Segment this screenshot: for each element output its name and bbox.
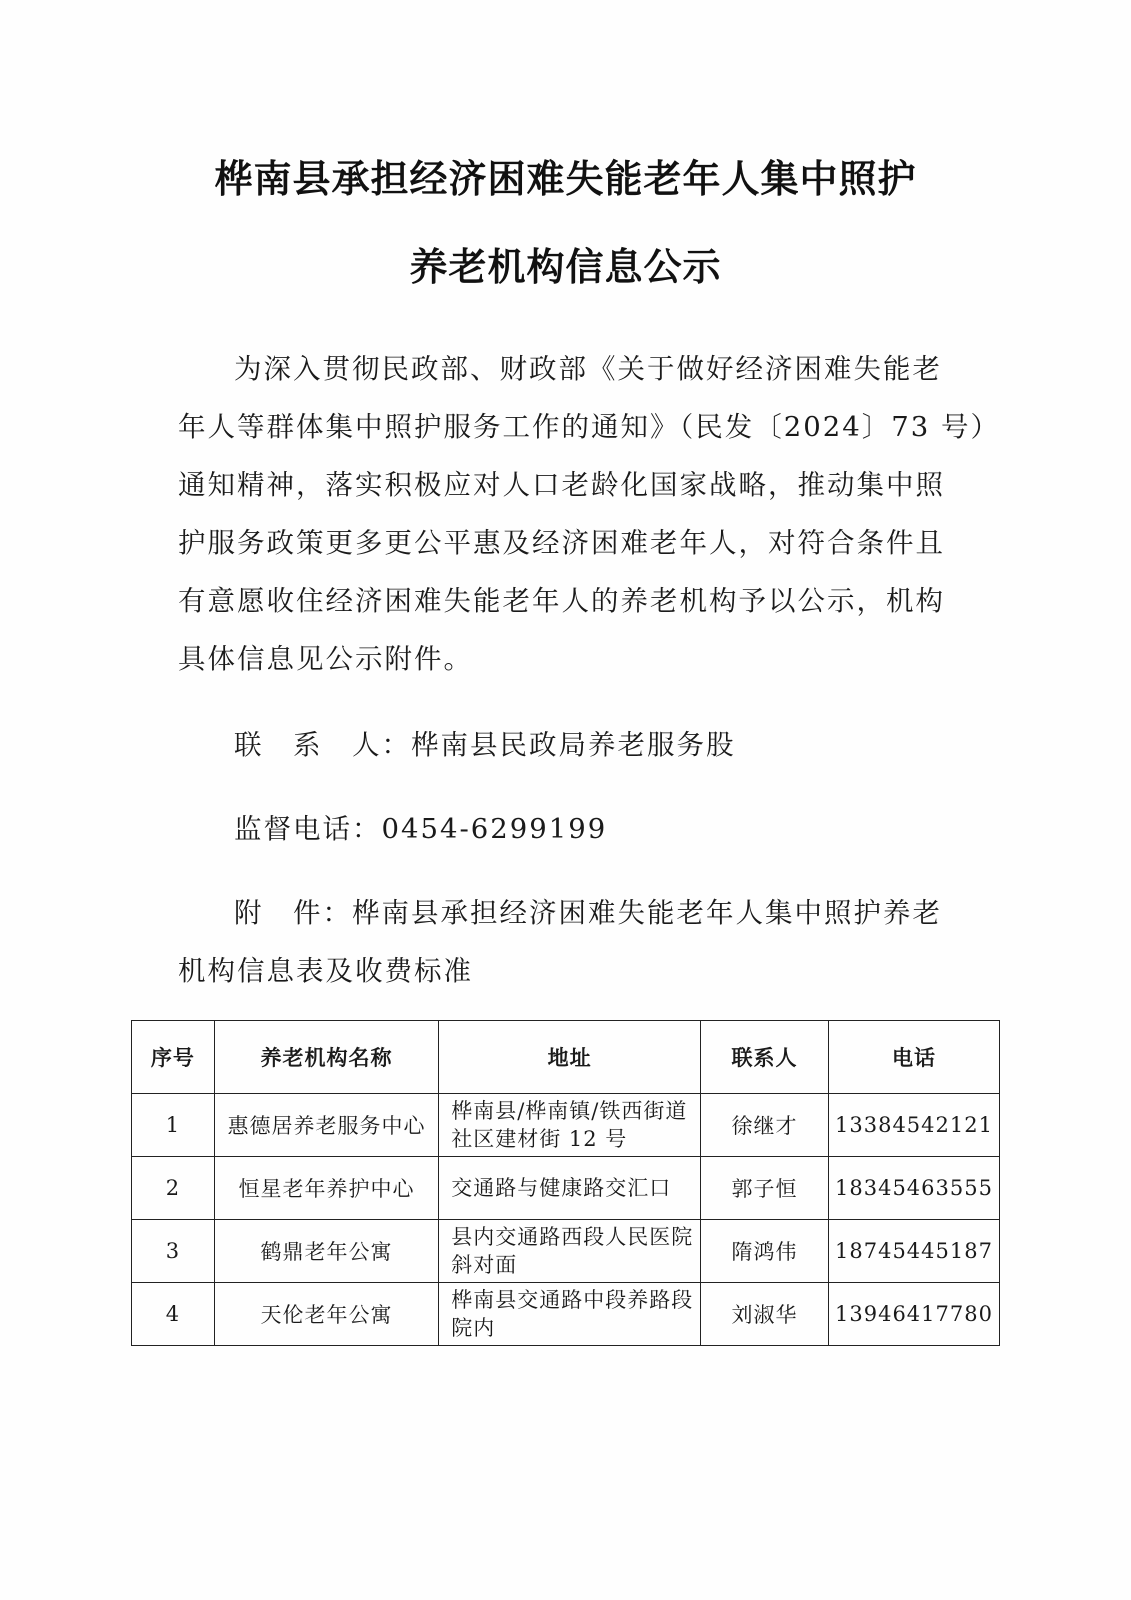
attachment-line: 机构信息表及收费标准 <box>178 955 473 987</box>
header-no: 序号 <box>132 1021 215 1094</box>
cell-address: 县内交通路西段人民医院斜对面 <box>439 1220 701 1283</box>
cell-no: 4 <box>132 1283 215 1346</box>
header-person: 联系人 <box>701 1021 829 1094</box>
cell-tel: 18345463555 <box>828 1157 999 1220</box>
cell-name: 惠德居养老服务中心 <box>214 1094 438 1157</box>
notice-body <box>178 340 1000 688</box>
document-title-line1: 桦南县承担经济困难失能老年人集中照护 <box>214 157 917 201</box>
body-line: 为深入贯彻民政部、财政部《关于做好经济困难失能老 <box>234 353 942 385</box>
cell-tel: 13946417780 <box>828 1283 999 1346</box>
cell-address: 桦南县/桦南镇/铁西街道社区建材街 12 号 <box>439 1094 701 1157</box>
attachment-note <box>178 884 968 1000</box>
cell-address: 桦南县交通路中段养路段院内 <box>439 1283 701 1346</box>
table-row <box>132 1220 1000 1283</box>
cell-name: 天伦老年公寓 <box>214 1283 438 1346</box>
contact-line <box>178 716 968 774</box>
contact-text: 联 系 人：桦南县民政局养老服务股 <box>234 729 736 761</box>
table-row <box>132 1157 1000 1220</box>
cell-tel: 18745445187 <box>828 1220 999 1283</box>
phone-text: 监督电话：0454-6299199 <box>234 813 608 845</box>
phone-line <box>178 800 968 858</box>
body-line: 具体信息见公示附件。 <box>178 643 473 675</box>
cell-person: 徐继才 <box>701 1094 829 1157</box>
cell-no: 2 <box>132 1157 215 1220</box>
cell-person: 刘淑华 <box>701 1283 829 1346</box>
header-tel: 电话 <box>828 1021 999 1094</box>
table-row <box>132 1094 1000 1157</box>
cell-person: 郭子恒 <box>701 1157 829 1220</box>
body-line: 通知精神，落实积极应对人口老龄化国家战略，推动集中照 <box>178 469 945 501</box>
body-line: 护服务政策更多更公平惠及经济困难老年人，对符合条件且 <box>178 527 945 559</box>
body-line: 有意愿收住经济困难失能老年人的养老机构予以公示，机构 <box>178 585 945 617</box>
header-address: 地址 <box>439 1021 701 1094</box>
table-row <box>132 1283 1000 1346</box>
header-name: 养老机构名称 <box>214 1021 438 1094</box>
cell-no: 3 <box>132 1220 215 1283</box>
cell-person: 隋鸿伟 <box>701 1220 829 1283</box>
cell-name: 鹤鼎老年公寓 <box>214 1220 438 1283</box>
table-header-row <box>132 1021 1000 1094</box>
cell-name: 恒星老年养护中心 <box>214 1157 438 1220</box>
document-title-line2: 养老机构信息公示 <box>409 245 722 289</box>
cell-no: 1 <box>132 1094 215 1157</box>
body-line: 年人等群体集中照护服务工作的通知》（民发〔2024〕73 号） <box>178 411 1000 443</box>
attachment-line: 附 件：桦南县承担经济困难失能老年人集中照护养老 <box>234 897 942 929</box>
cell-tel: 13384542121 <box>828 1094 999 1157</box>
cell-address: 交通路与健康路交汇口 <box>439 1157 701 1220</box>
institution-table <box>131 1020 1000 1346</box>
